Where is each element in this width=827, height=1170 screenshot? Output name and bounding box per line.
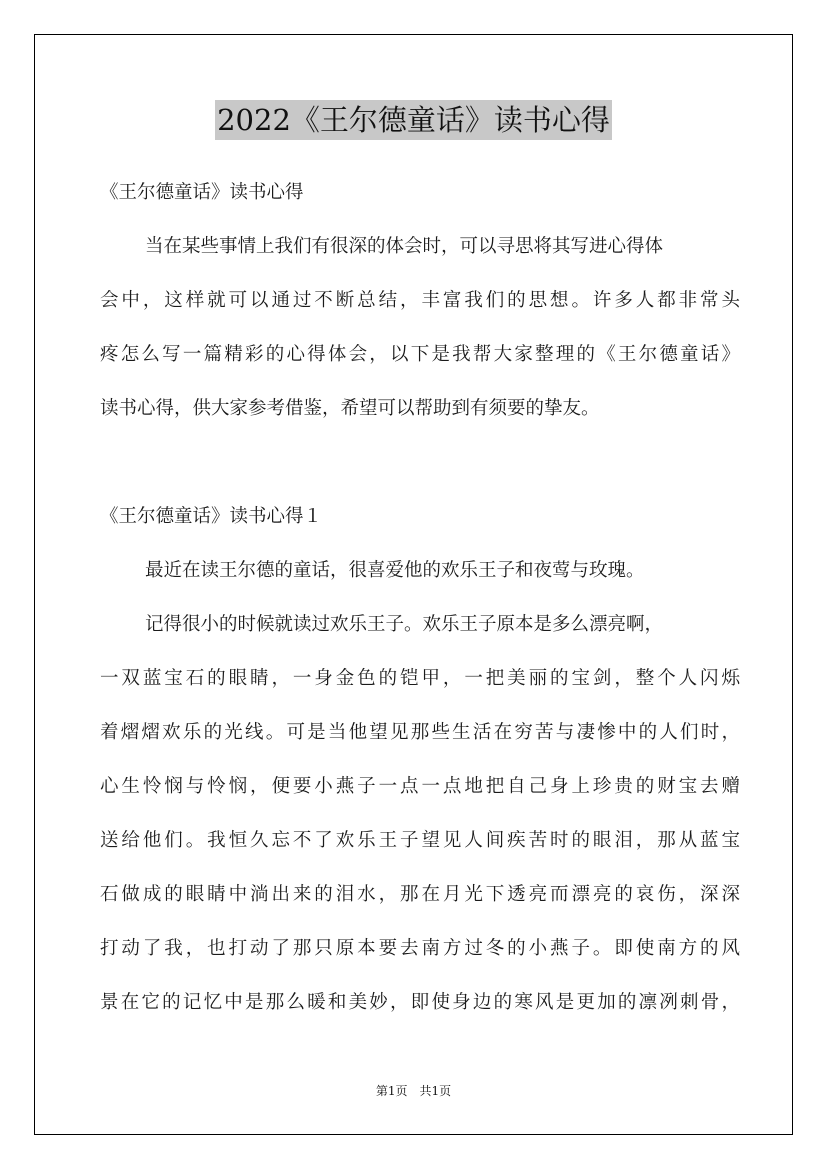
body-line: 石做成的眼睛中淌出来的泪水，那在月光下透亮而漂亮的哀伤，深深 — [100, 884, 740, 905]
intro-line: 当在某些事情上我们有很深的体会时，可以寻思将其写进心得体 — [145, 236, 664, 257]
section-heading: 《王尔德童话》读书心得１ — [100, 506, 323, 527]
document-subtitle: 《王尔德童话》读书心得 — [100, 182, 304, 203]
body-line: 着熠熠欢乐的光线。可是当他望见那些生活在穷苦与凄惨中的人们时， — [100, 722, 740, 743]
intro-line: 读书心得，供大家参考借鉴，希望可以帮助到有须要的挚友。 — [100, 398, 600, 419]
body-line: 心生怜悯与怜悯，便要小燕子一点一点地把自己身上珍贵的财宝去赠 — [100, 776, 740, 797]
intro-line: 会中，这样就可以通过不断总结，丰富我们的思想。许多人都非常头 — [100, 290, 740, 311]
body-line: 打动了我，也打动了那只原本要去南方过冬的小燕子。即使南方的风 — [100, 938, 740, 959]
title-container — [0, 100, 827, 140]
body-line: 送给他们。我恒久忘不了欢乐王子望见人间疾苦时的眼泪，那从蓝宝 — [100, 830, 740, 851]
body-line: 记得很小的时候就读过欢乐王子。欢乐王子原本是多么漂亮啊， — [145, 614, 664, 635]
document-title: 2022《王尔德童话》读书心得 — [215, 100, 612, 140]
body-line: 景在它的记忆中是那么暖和美妙，即使身边的寒风是更加的凛冽刺骨， — [100, 992, 740, 1013]
intro-line: 疼怎么写一篇精彩的心得体会，以下是我帮大家整理的《王尔德童话》 — [100, 344, 740, 365]
body-line: 最近在读王尔德的童话，很喜爱他的欢乐王子和夜莺与玫瑰。 — [145, 560, 645, 581]
page-footer: 第1页 共1页 — [375, 1084, 452, 1098]
body-line: 一双蓝宝石的眼睛，一身金色的铠甲，一把美丽的宝剑，整个人闪烁 — [100, 668, 740, 689]
